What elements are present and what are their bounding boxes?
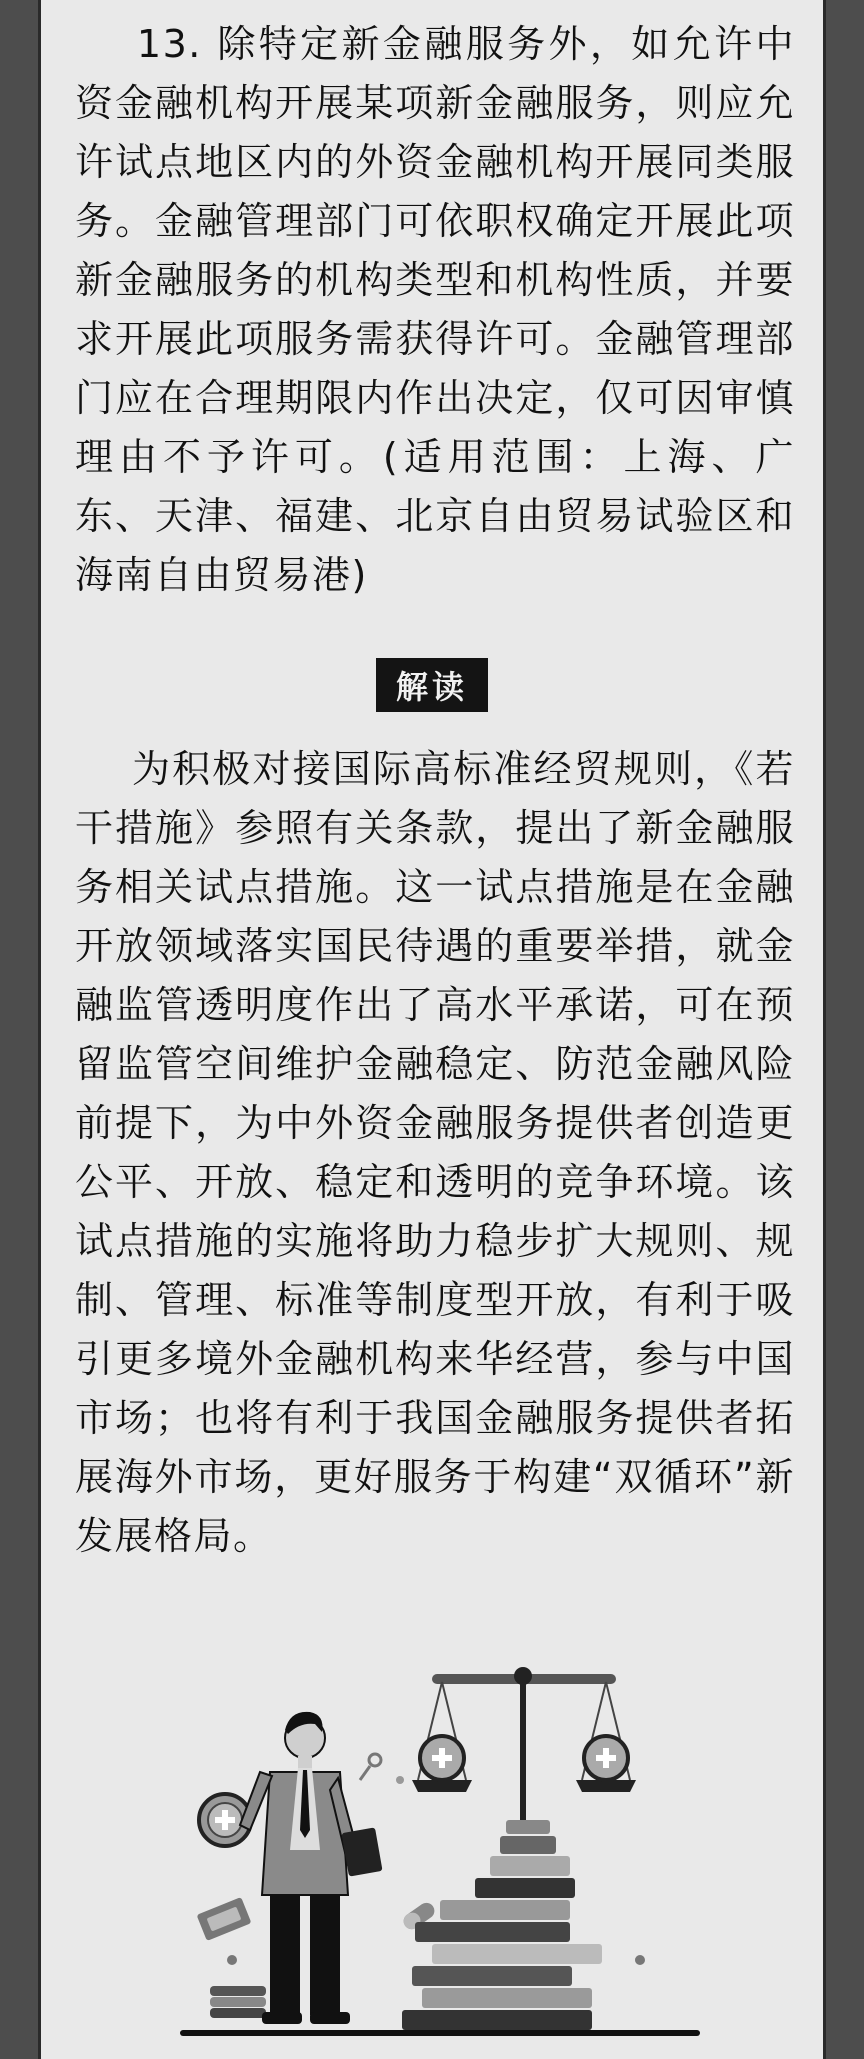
decor-dot	[635, 1955, 645, 1965]
banknote-icon	[197, 1897, 252, 1941]
key-icon	[360, 1754, 381, 1780]
scale-icon	[412, 1667, 636, 1820]
clause-paragraph: 13. 除特定新金融服务外，如允许中资金融机构开展某项新金融服务，则应允许试点地区内的外资金融机构开展同类服务。金融管理部门可依职权确定开展此项新金融服务的机构类型和机构性质，并要求开展此项服务需获得许可。金融管理部门应在合理期限内作出决定，仅可因审慎理由不予许可。(适用范围：上海、广东、天津、福建、北京自由贸易试验区和海南自由贸易港)	[75, 22, 796, 597]
interpretation-paragraph: 为积极对接国际高标准经贸规则，《若干措施》参照有关条款，提出了新金融服务相关试点措施。这一试点措施是在金融开放领域落实国民待遇的重要举措，就金融监管透明度作出了高水平承诺，可在预留监管空间维护金融稳定、防范金融风险前提下，为中外资金融服务提供者创造更公平、开放、稳定和透明的竞争环境。该试点措施的实施将助力稳步扩大规则、规制、管理、标准等制度型开放，有利于吸引更多境外金融机构来华经营，参与中国市场；也将有利于我国金融服务提供者拓展海外市场，更好服务于构建“双循环”新发展格局。	[75, 747, 795, 1558]
book-stack-icon	[402, 1820, 602, 2030]
section-badge: 解读	[376, 658, 488, 712]
decor-dot	[396, 1776, 404, 1784]
businessman-icon	[240, 1712, 383, 2024]
finance-illustration	[170, 1660, 710, 2045]
decor-dot	[227, 1955, 237, 1965]
ground-line	[180, 2030, 700, 2036]
coin-stack-icon	[210, 1986, 266, 2018]
